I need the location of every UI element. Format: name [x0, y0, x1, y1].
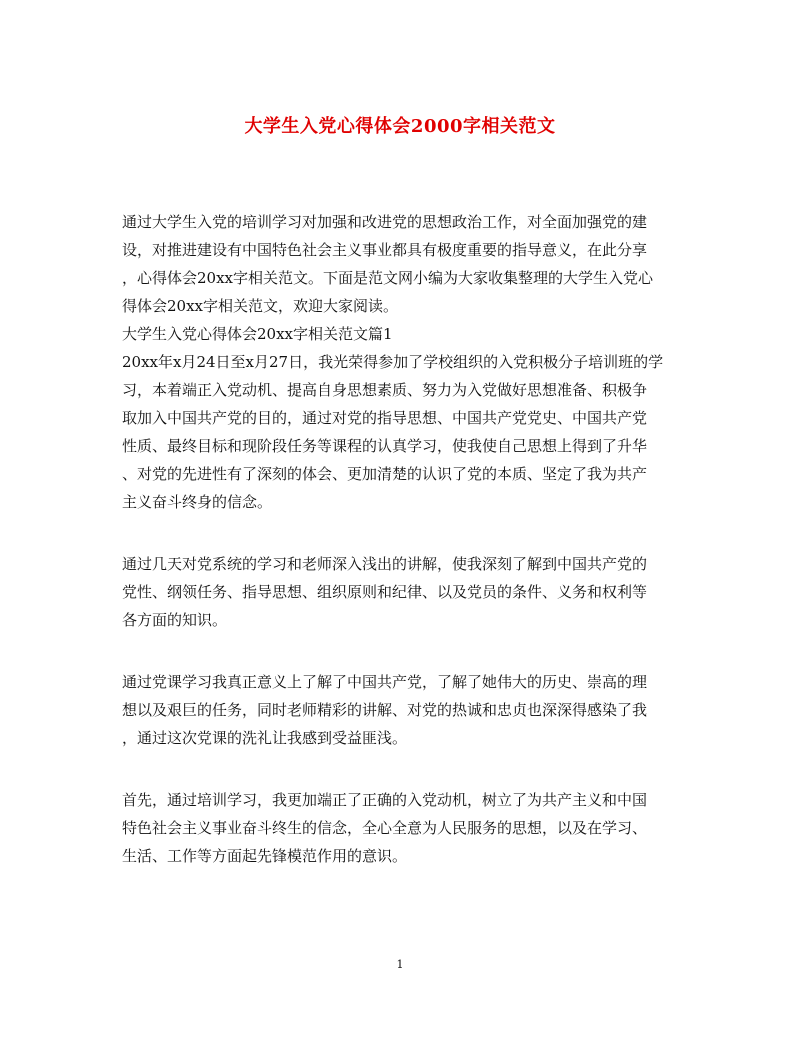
text-line: ，通过这次党课的洗礼让我感到受益匪浅。 — [122, 729, 408, 747]
text-line: 生活、工作等方面起先锋模范作用的意识。 — [122, 847, 408, 865]
text-line: 首先，通过培训学习，我更加端正了正确的入党动机，树立了为共产主义和中国 — [122, 791, 648, 809]
paragraph — [122, 786, 678, 870]
page-number: 1 — [396, 958, 404, 971]
text-line: 特色社会主义事业奋斗终生的信念，全心全意为人民服务的思想，以及在学习、 — [122, 819, 648, 837]
text-line: 各方面的知识。 — [122, 611, 228, 629]
text-line: 取加入中国共产党的目的，通过对党的指导思想、中国共产党党史、中国共产党 — [122, 409, 648, 427]
paragraph — [122, 668, 678, 752]
document-title: 大学生入党心得体会2000字相关范文 — [244, 116, 556, 137]
section-heading: 大学生入党心得体会20xx字相关范文篇1 — [122, 325, 393, 343]
document-body — [122, 208, 678, 870]
text-line: 通过党课学习我真正意义上了解了中国共产党，了解了她伟大的历史、崇高的理 — [122, 673, 648, 691]
text-line: 设，对推进建设有中国特色社会主义事业都具有极度重要的指导意义，在此分享 — [122, 241, 648, 259]
text-line: 通过几天对党系统的学习和老师深入浅出的讲解，使我深刻了解到中国共产党的 — [122, 555, 648, 573]
text-line: 20xx年x月24日至x月27日，我光荣得参加了学校组织的入党积极分子培训班的学 — [122, 353, 664, 371]
paragraph — [122, 208, 678, 516]
text-line: 想以及艰巨的任务，同时老师精彩的讲解、对党的热诚和忠贞也深深得感染了我 — [122, 701, 648, 719]
paragraph — [122, 550, 678, 634]
text-line: 得体会20xx字相关范文，欢迎大家阅读。 — [122, 297, 399, 315]
text-line: 通过大学生入党的培训学习对加强和改进党的思想政治工作，对全面加强党的建 — [122, 213, 648, 231]
text-line: ，心得体会20xx字相关范文。下面是范文网小编为大家收集整理的大学生入党心 — [122, 269, 654, 287]
text-line: 主义奋斗终身的信念。 — [122, 493, 273, 511]
text-line: 性质、最终目标和现阶段任务等课程的认真学习，使我使自己思想上得到了升华 — [122, 437, 648, 455]
text-line: 、对党的先进性有了深刻的体会、更加清楚的认识了党的本质、坚定了我为共产 — [122, 465, 648, 483]
text-line: 党性、纲领任务、指导思想、组织原则和纪律、以及党员的条件、义务和权利等 — [122, 583, 648, 601]
text-line: 习，本着端正入党动机、提高自身思想素质、努力为入党做好思想准备、积极争 — [122, 381, 648, 399]
